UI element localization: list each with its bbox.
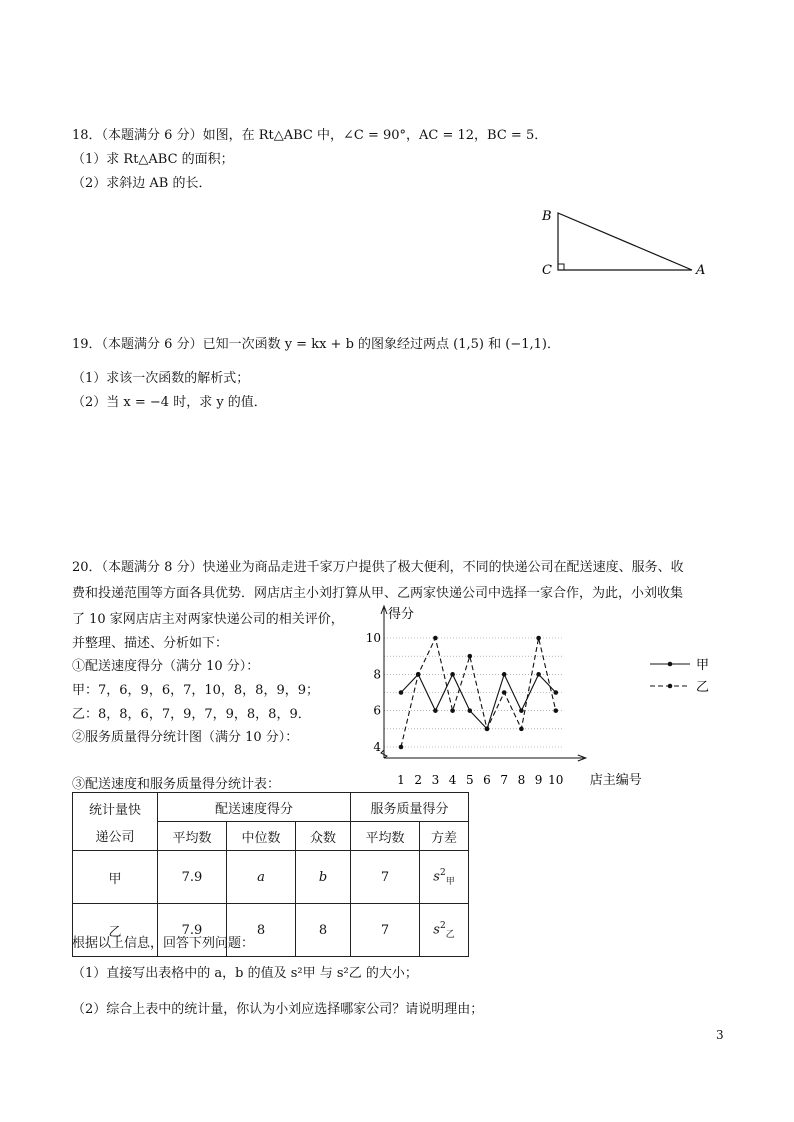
q20-jia-scores: 甲：7，6，9，6，7，10，8，8，9，9；: [72, 683, 319, 698]
x-tick-label: 2: [414, 773, 423, 787]
q20-ask2: （2）综合上表中的统计量，你认为小刘应选择哪家公司？请说明理由；: [72, 1002, 484, 1017]
variance-symbol: s: [433, 868, 440, 884]
triangle-abc: [558, 213, 692, 270]
chart-axes: [381, 606, 586, 761]
q19-part1: （1）求该一次函数的解析式；: [72, 371, 250, 386]
variance-subscript: 甲: [445, 876, 455, 887]
page-number: 3: [716, 1028, 724, 1042]
q18-part1: （1）求 Rt△ABC 的面积；: [72, 152, 234, 167]
q20-line1: 20．（本题满分 8 分）快递业为商品走进千家万户提供了极大便利，不同的快递公司在配送速度、服务、收: [72, 560, 684, 575]
data-point: [502, 690, 507, 695]
table-cell: 8: [296, 904, 351, 957]
table-corner-bottom: 递公司: [95, 829, 135, 845]
chart-grid: [384, 638, 564, 747]
table-group-service: 服务质量得分: [351, 793, 469, 822]
x-tick-label: 3: [431, 773, 440, 787]
q20-after: 根据以上信息，回答下列问题：: [72, 936, 255, 951]
legend-marker: [668, 662, 673, 667]
series-line-1: [401, 674, 556, 729]
service-score-chart: [360, 598, 740, 790]
right-angle-mark: [558, 264, 564, 270]
data-point: [554, 690, 559, 695]
table-cell: b: [296, 851, 351, 904]
x-axis-label: 店主编号: [589, 773, 642, 788]
table-cell: 7.9: [158, 904, 227, 957]
x-tick-label: 6: [483, 773, 491, 787]
legend-label: 乙: [696, 680, 710, 695]
y-tick-label: 10: [365, 631, 381, 645]
q20-item2: ②服务质量得分统计图（满分 10 分）：: [72, 730, 299, 745]
legend-label: 甲: [696, 658, 710, 673]
legend-marker: [668, 684, 673, 689]
x-tick-label: 5: [465, 773, 474, 787]
q18-title: 18．（本题满分 6 分）如图，在 Rt△ABC 中，∠C = 90°，AC = 12，BC = 5．: [72, 128, 548, 143]
variance-symbol: s: [433, 921, 440, 937]
data-point: [416, 672, 421, 677]
table-cell: 7: [351, 851, 420, 904]
vertex-label-b: B: [542, 209, 552, 224]
data-point: [399, 745, 404, 750]
q20-item3: ③配送速度和服务质量得分统计表：: [72, 777, 281, 792]
data-point: [536, 672, 541, 677]
table-group-delivery: 配送速度得分: [158, 793, 351, 822]
table-subheader: 方差: [420, 822, 469, 851]
data-point: [433, 708, 438, 713]
x-tick-label: 7: [500, 773, 509, 787]
data-point: [450, 708, 455, 713]
table-cell-variance: $s^2_甲$: [420, 851, 469, 904]
x-tick-label: 4: [448, 773, 457, 787]
y-tick-label: 8: [373, 667, 381, 682]
chart-ticks: [366, 607, 642, 788]
q20-line2: 费和投递范围等方面各具优势．网店店主小刘打算从甲、乙两家快递公司中选择一家合作，为此，小刘收集: [72, 586, 684, 601]
y-axis-label: 得分: [388, 607, 415, 622]
variance-subscript: 乙: [445, 929, 455, 940]
data-point: [399, 690, 404, 695]
data-point: [519, 708, 524, 713]
y-tick-label: 4: [373, 740, 381, 754]
q20-line4: 并整理、描述、分析如下：: [72, 636, 229, 651]
vertex-label-a: A: [696, 263, 706, 278]
data-point: [433, 636, 438, 641]
table-corner-top: 统计量快: [88, 802, 141, 818]
data-point: [468, 708, 473, 713]
q20-line3: 了 10 家网店店主对两家快递公司的相关评价，: [72, 612, 344, 627]
q20-yi-scores: 乙：8，8，6，7，9，7，9，8，8，9．: [72, 707, 311, 722]
q19-part2: （2）当 x = −4 时，求 y 的值．: [72, 395, 267, 410]
data-point: [485, 727, 490, 732]
x-tick-label: 10: [548, 773, 564, 787]
q20-ask1: （1）直接写出表格中的 a，b 的值及 s²甲 与 s²乙 的大小；: [72, 966, 418, 981]
q18-part2: （2）求斜边 AB 的长．: [72, 176, 212, 191]
table-subheader: 中位数: [227, 822, 296, 851]
q19-title: 19．（本题满分 6 分）已知一次函数 y = kx + b 的图象经过两点 (1,5) 和 (−1,1)．: [72, 337, 560, 352]
table-subheader: 平均数: [158, 822, 227, 851]
table-cell: 7: [351, 904, 420, 957]
table-subheader: 众数: [296, 822, 351, 851]
data-point: [450, 672, 455, 677]
x-tick-label: 1: [397, 773, 405, 787]
q20-item1: ①配送速度得分（满分 10 分）：: [72, 659, 260, 674]
right-triangle-figure: [530, 200, 720, 285]
table-row: [73, 851, 469, 904]
table-cell-variance: $s^2_乙$: [420, 904, 469, 957]
vertex-label-c: C: [542, 263, 552, 278]
table-cell: 8: [227, 904, 296, 957]
x-tick-label: 9: [534, 773, 543, 787]
table-cell: 7.9: [158, 851, 227, 904]
data-point: [519, 727, 524, 732]
chart-legend: [650, 658, 709, 695]
data-point: [502, 672, 507, 677]
table-cell-company: 甲: [73, 851, 158, 904]
series-line-2: [401, 638, 556, 747]
table-corner-cell: [73, 793, 158, 851]
data-point: [468, 654, 473, 659]
table-cell-company: 乙: [73, 904, 158, 957]
data-point: [554, 708, 559, 713]
table-subheader: 平均数: [351, 822, 420, 851]
y-tick-label: 6: [373, 703, 381, 718]
data-point: [536, 636, 541, 641]
table-cell: a: [227, 851, 296, 904]
x-tick-label: 8: [517, 773, 526, 787]
